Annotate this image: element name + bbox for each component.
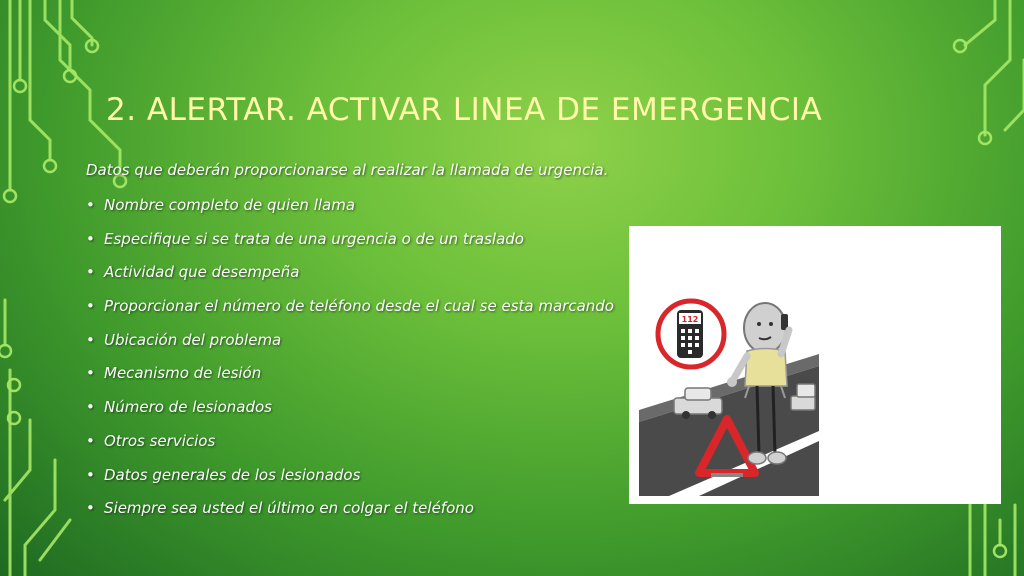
bullet-text: Nombre completo de quien llama [104,196,356,214]
intro-text: Datos que deberán proporcionarse al realizar la llamada de urgencia. [86,161,609,179]
bullet-item [86,361,626,395]
slide-title: 2. ALERTAR. ACTIVAR LINEA DE EMERGENCIA [106,92,823,128]
bullet-item [86,429,626,463]
bullet-item [86,294,626,328]
bullet-item [86,260,626,294]
illustration-drawing [629,226,1001,504]
emergency-phone-icon [658,301,724,367]
bullet-marker: • [86,297,95,316]
bullet-text: Otros servicios [104,431,216,450]
bullet-item [86,496,626,530]
bullet-marker: • [86,229,95,248]
bullet-marker: • [86,465,95,484]
bullet-item [86,193,626,227]
bullet-marker: • [86,330,95,349]
bullet-marker: • [86,398,95,417]
bullet-marker: • [86,196,95,214]
bullet-text: Ubicación del problema [104,330,282,349]
bullet-item [86,463,626,497]
phone-112-label: 112 [681,315,699,324]
bullet-text: Actividad que desempeña [104,263,300,282]
bullet-marker: • [86,431,95,450]
bullet-text: Datos generales de los lesionados [104,465,361,484]
bullet-text: Proporcionar el número de teléfono desde el cual se esta marcando [104,297,614,316]
bullet-text: Número de lesionados [104,398,272,417]
bullet-text: Siempre sea usted el último en colgar el teléfono [104,499,474,518]
bullet-marker: • [86,364,95,383]
bullet-marker: • [86,499,95,518]
emergency-illustration [629,226,1001,504]
bullet-item [86,227,626,261]
bullet-item [86,395,626,429]
bullet-text: Mecanismo de lesión [104,364,262,383]
bullet-text: Especifique si se trata de una urgencia o de un traslado [104,229,524,248]
bullet-item [86,328,626,362]
bullet-list [86,193,626,530]
bullet-marker: • [86,263,95,282]
